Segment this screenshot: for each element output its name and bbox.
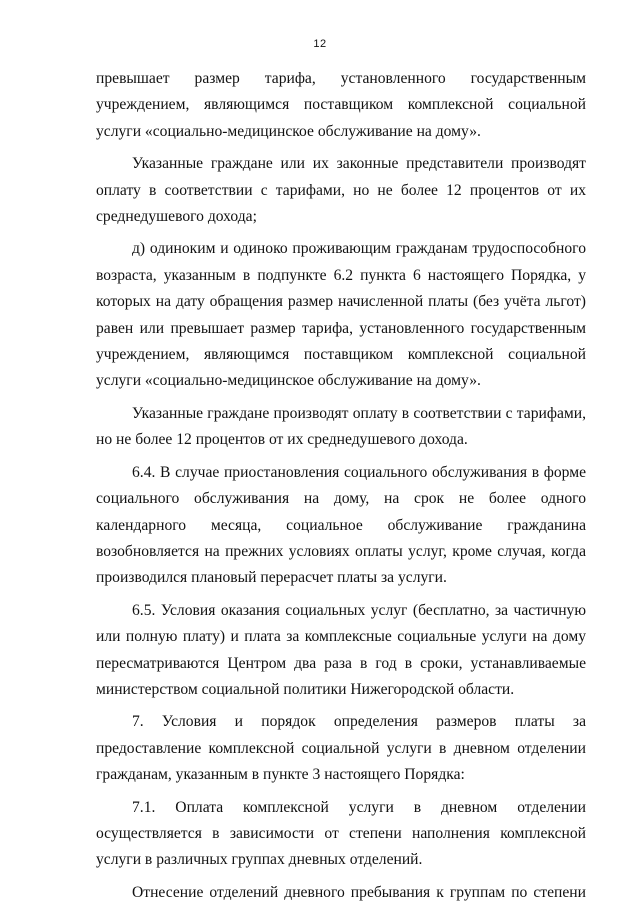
paragraph-continuation: превышает размер тарифа, установленного государственным учреждением, являющимся поставщиком комплексной социальной услуги «социально-медицинское обслуживание на дому». [96,70,586,140]
paragraph-day-groups: Отнесение отделений дневного пребывания к группам по степени [132,883,586,901]
paragraph-7: 7. Условия и порядок определения размеров платы за предоставление комплексной социальной услуги в дневном отделении гражданам, указанным в пункте 3 настоящего Порядка: [96,713,586,784]
paragraph-payment-note: Указанные граждане или их законные представители производят оплату в соответствии с тарифами, но не более 12 процентов от их среднедушевого дохода; [96,155,586,226]
paragraph-6-5: 6.5. Условия оказания социальных услуг (бесплатно, за частичную или полную плату) и плата за комплексные социальные услуги на дому пересматриваются Центром два раза в год в сроки, устанавливаемые министерством социальной политики Нижегородской области. [96,601,586,698]
paragraph-payment-note-2: Указанные граждане производят оплату в соответствии с тарифами, но не более 12 процентов от их среднедушевого дохода. [96,404,586,449]
paragraph-7-1: 7.1. Оплата комплексной услуги в дневном отделении осуществляется в зависимости от степени наполнения комплексной услуги в различных группах дневных отделений. [96,798,586,869]
paragraph-6-4: 6.4. В случае приостановления социального обслуживания в форме социального обслуживания на дому, на срок не более одного календарного месяца, социальное обслуживание гражданина возобновляется на прежних условиях оплаты услуг, кроме случая, когда производился плановый перерасчет платы за услуги. [96,463,586,587]
page-number: 12 [313,38,327,50]
paragraph-item-d: д) одиноким и одиноко проживающим гражданам трудоспособного возраста, указанным в подпункте 6.2 пункта 6 настоящего Порядка, у которых на дату обращения размер начисленной платы (без учёта льгот) равен или превышает размер тарифа, установленного государственным учреждением, являющимся поставщиком комплексной социальной услуги «социально-медицинское обслуживание на дому». [96,240,586,390]
document-body [96,66,586,912]
